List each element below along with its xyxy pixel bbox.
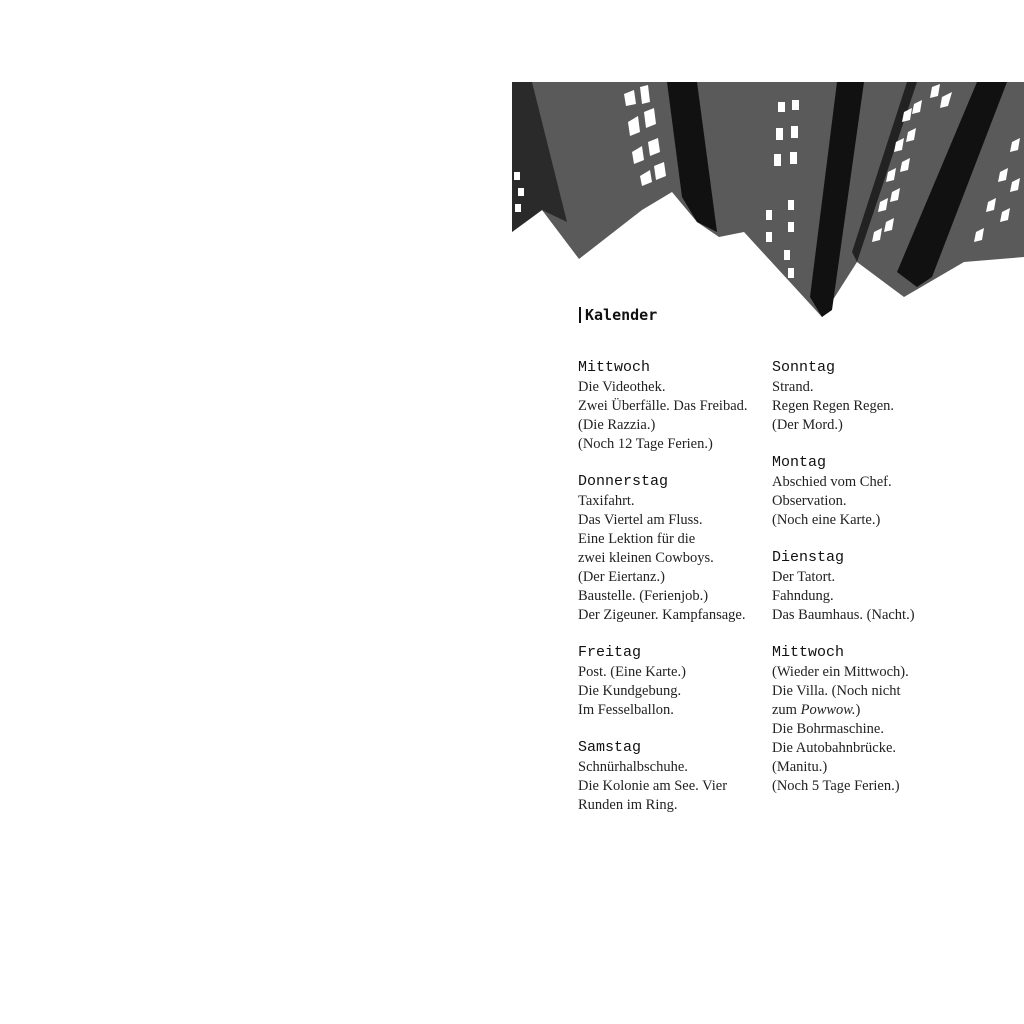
calendar-left-column [578,358,768,833]
calendar-entry [772,453,962,530]
entry-line: Taxifahrt. [578,493,635,509]
entry-line: Das Baumhaus. (Nacht.) [772,607,915,623]
entry-line: Strand. [772,379,814,395]
entry-line: (Wieder ein Mittwoch). [772,664,909,680]
entry-line: (Der Eiertanz.) [578,569,665,585]
entry-line: (Der Mord.) [772,417,843,433]
calendar-entry [578,472,768,625]
day-heading: Mittwoch [578,359,651,376]
entry-line: (Die Razzia.) [578,417,656,433]
entry-line: Abschied vom Chef. [772,474,892,490]
calendar-entry [578,358,768,454]
entry-line: Die Videothek. [578,379,666,395]
heading-bar [579,307,581,323]
entry-line: Post. (Eine Karte.) [578,664,686,680]
day-heading: Samstag [578,739,642,756]
calendar-entry [772,358,962,435]
day-heading: Dienstag [772,549,845,566]
entry-line: Fahndung. [772,588,834,604]
entry-line: Baustelle. (Ferienjob.) [578,588,709,604]
heading-text: Kalender [585,306,658,324]
entry-line: Zwei Überfälle. Das Freibad. [578,398,748,414]
calendar-right-column [772,358,962,814]
entry-line: Runden im Ring. [578,797,678,813]
entry-line: Der Tatort. [772,569,836,585]
entry-line: Der Zigeuner. Kampfansage. [578,607,746,623]
entry-line: Observation. [772,493,847,509]
entry-line: Die Villa. (Noch nicht [772,683,901,699]
entry-line: Die Bohrmaschine. [772,721,884,737]
entry-line: Im Fesselballon. [578,702,674,718]
calendar-entry [578,738,768,815]
section-heading [579,306,657,324]
entry-line: Die Kundgebung. [578,683,682,699]
day-heading: Sonntag [772,359,836,376]
calendar-entry [578,643,768,720]
entry-line: zwei kleinen Cowboys. [578,550,714,566]
entry-line: Das Viertel am Fluss. [578,512,703,528]
day-heading: Freitag [578,644,642,661]
calendar-entry [772,548,962,625]
day-heading: Mittwoch [772,644,845,661]
entry-line: (Manitu.) [772,759,828,775]
entry-line-part: ) [855,702,861,718]
entry-line: Regen Regen Regen. [772,398,895,414]
calendar-entry [772,643,962,796]
entry-line-italic: Powwow. [800,702,856,718]
entry-line: Schnürhalbschuhe. [578,759,688,775]
entry-line: (Noch eine Karte.) [772,512,881,528]
day-heading: Donnerstag [578,473,669,490]
entry-line: Eine Lektion für die [578,531,696,547]
day-heading: Montag [772,454,827,471]
towers-illustration [512,82,1024,322]
entry-line [772,701,962,720]
entry-line: (Noch 5 Tage Ferien.) [772,778,900,794]
entry-line: Die Autobahnbrücke. [772,740,897,756]
entry-line: Die Kolonie am See. Vier [578,778,728,794]
entry-line: (Noch 12 Tage Ferien.) [578,436,713,452]
entry-line-part: zum [772,702,801,718]
